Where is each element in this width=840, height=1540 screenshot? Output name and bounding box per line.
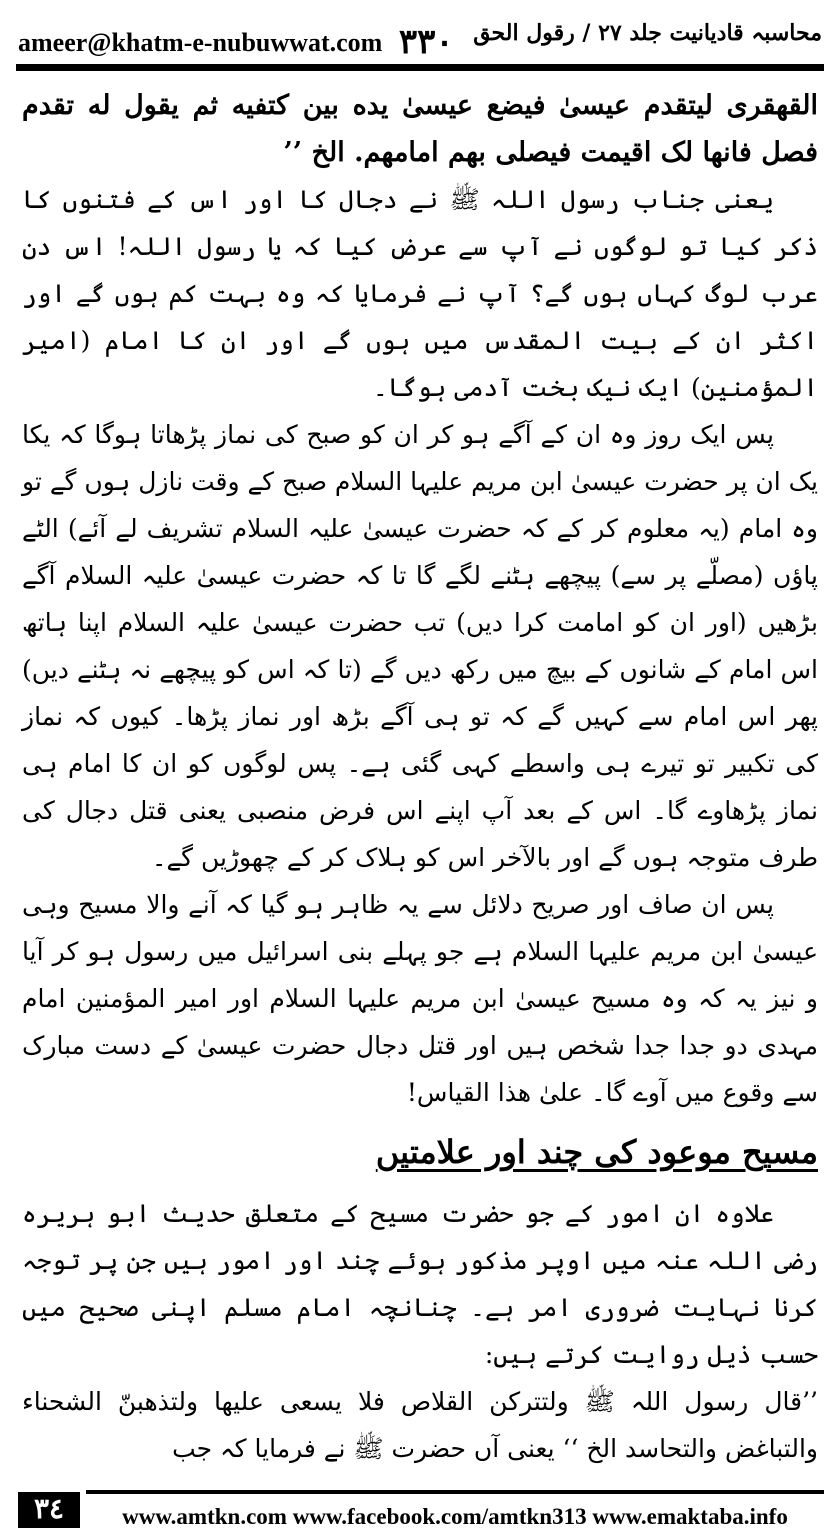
footer-rule [86, 1490, 824, 1494]
header-left [18, 22, 454, 62]
header-book-title: محاسبہ قادیانیت جلد ۲۷ / رقول الحق [473, 20, 822, 46]
section-heading: مسیح موعود کی چند اور علامتیں [375, 1133, 818, 1171]
footer-links[interactable]: www.amtkn.com www.facebook.com/amtkn313 www.emaktaba.info [122, 1504, 788, 1529]
arabic-quote: القهقرى ليتقدم عيسیٰ فيضع عيسیٰ يده بين كتفيه ثم يقول له تقدم فصل فانها لک اقيمت فيصلی بهم امامهم. الخ ’’ [22, 90, 818, 168]
page-body [22, 82, 818, 1472]
paragraph-3: پس ان صاف اور صریح دلائل سے یہ ظاہر ہو گیا کہ آنے والا مسیح وہی عیسیٰ ابن مریم علیہا السلام ہے جو پہلے بنی اسرائیل میں رسول ہو کر آیا و نیز یہ کہ وہ مسیح عیسیٰ ابن مریم علیہا السلام اور امیر المؤمنین امام مہدی دو جدا جدا شخص ہیں اور قتل دجال حضرت عیسیٰ کے دست مبارک سے وقوع میں آوے گا۔ علیٰ هذا القیاس! [22, 890, 818, 1107]
paragraph-2: پس ایک روز وہ ان کے آگے ہو کر ان کو صبح کی نماز پڑھاتا ہوگا کہ یکا یک ان پر حضرت عیسیٰ ابن مریم علیہا السلام صبح کے وقت نازل ہوں گے تو وہ امام (یہ معلوم کر کے کہ حضرت عیسیٰ علیہ السلام تشریف لے آئے) الٹے پاؤں (مصلّے پر سے) پیچھے ہٹنے لگے گا تا کہ حضرت عیسیٰ علیہ السلام آگے بڑھیں (اور ان کو امامت کرا دیں) تب حضرت عیسیٰ علیہ السلام اپنا ہاتھ اس امام کے شانوں کے بیچ میں رکھ دیں گے (تا کہ اس کو پیچھے نہ ہٹنے دیں) پھر اس امام سے کہیں گے کہ تو ہی آگے بڑھ اور نماز پڑھا۔ کیوں کہ نماز کی تکبیر تو تیرے ہی واسطے کہی گئی ہے۔ پس لوگوں کو ان کا امام ہی نماز پڑھاوے گا۔ اس کے بعد آپ اپنے اس فرض منصبی یعنی قتل دجال کی طرف متوجہ ہوں گے اور بالآخر اس کو ہلاک کر کے چھوڑیں گے۔ [22, 420, 818, 872]
paragraph-1: یعنی جناب رسول اللہ ﷺ نے دجال کا اور اس کے فتنوں کا ذکر کیا تو لوگوں نے آپ سے عرض کیا کہ یا رسول اللہ! اس دن عرب لوگ کہاں ہوں گے؟ آپ نے فرمایا کہ وہ بہت کم ہوں گے اور اکثر ان کے بیت المقدس میں ہوں گے اور ان کا امام (امیر المؤمنین) ایک نیک بخت آدمی ہوگا۔ [22, 185, 818, 402]
header-rule [16, 64, 824, 71]
paragraph-5: ’’قال رسول اللہ ﷺ ولتتركن القلاص فلا يسعى عليها ولتذهبنّ الشحناء والتباغض والتحاسد الخ ‘‘ یعنی آں حضرت ﷺ نے فرمایا کہ جب [22, 1387, 818, 1463]
header-page-number: ٣٣٠ [398, 24, 454, 61]
footer-page-number: ٣٤ [18, 1492, 80, 1528]
header-email[interactable]: ameer@khatm-e-nubuwwat.com [18, 28, 383, 57]
paragraph-4: علاوہ ان امور کے جو حضرت مسیح کے متعلق حدیث ابو ہریرہ رضی اللہ عنہ میں اوپر مذکور ہوئے چند اور امور ہیں جن پر توجہ کرنا نہایت ضروری امر ہے۔ چنانچہ امام مسلم اپنی صحیح میں حسب ذیل روایت کرتے ہیں: [22, 1199, 818, 1369]
page-header [18, 14, 822, 62]
